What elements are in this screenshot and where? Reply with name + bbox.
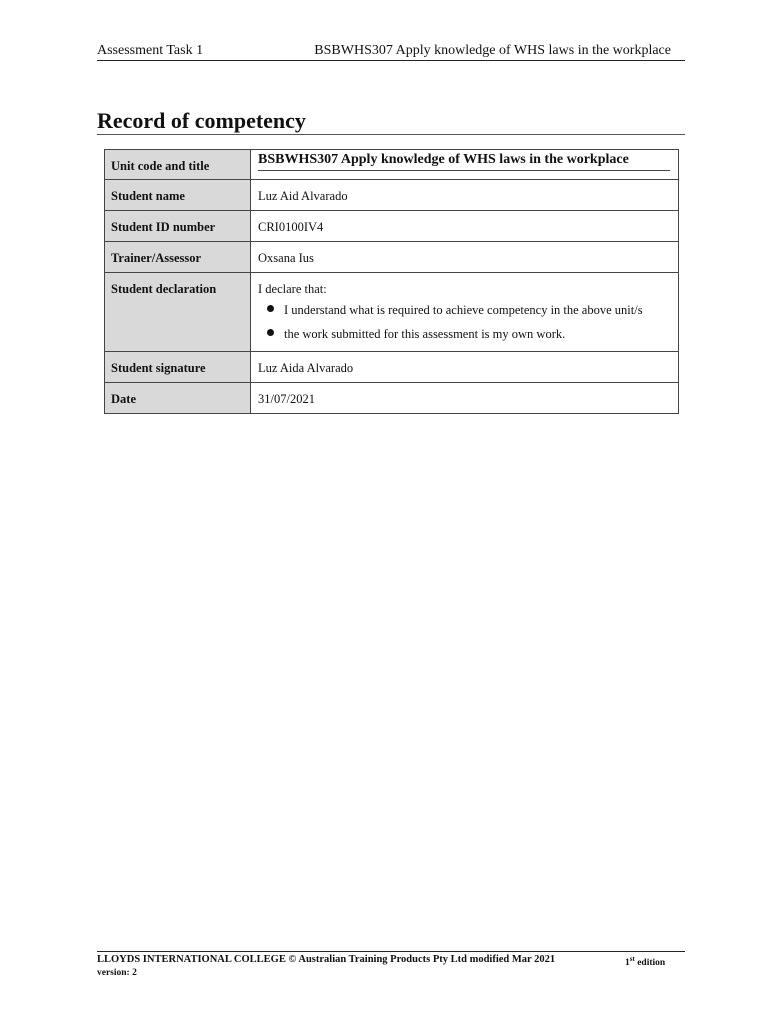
signature-value: Luz Aida Alvarado bbox=[251, 352, 679, 383]
name-label: Student name bbox=[105, 180, 251, 211]
header-unit: BSBWHS307 Apply knowledge of WHS laws in the workplace bbox=[314, 43, 671, 58]
page-footer bbox=[97, 951, 685, 978]
footer-edition: 1st edition bbox=[625, 955, 666, 969]
trainer-label: Trainer/Assessor bbox=[105, 242, 251, 273]
declaration-intro: I declare that: bbox=[258, 282, 327, 296]
list-item: I understand what is required to achieve competency in the above unit/s bbox=[258, 303, 670, 318]
row-trainer bbox=[105, 242, 679, 273]
bullet-icon bbox=[267, 305, 274, 312]
name-value: Luz Aid Alvarado bbox=[251, 180, 679, 211]
id-label: Student ID number bbox=[105, 211, 251, 242]
row-name bbox=[105, 180, 679, 211]
declaration-list bbox=[258, 303, 670, 342]
unit-label: Unit code and title bbox=[105, 150, 251, 180]
footer-version: version: 2 bbox=[97, 968, 137, 978]
row-date bbox=[105, 383, 679, 414]
footer-text: LLOYDS INTERNATIONAL COLLEGE © Australian Training Products Pty Ltd modified Mar 2021 bbox=[97, 954, 556, 965]
date-label: Date bbox=[105, 383, 251, 414]
id-value: CRI0100IV4 bbox=[251, 211, 679, 242]
date-value: 31/07/2021 bbox=[251, 383, 679, 414]
header-task: Assessment Task 1 bbox=[97, 43, 204, 58]
trainer-value: Oxsana Ius bbox=[251, 242, 679, 273]
bullet-icon bbox=[267, 329, 274, 336]
row-declaration bbox=[105, 273, 679, 352]
page-header bbox=[97, 42, 685, 61]
record-table bbox=[104, 149, 679, 414]
list-item: the work submitted for this assessment is my own work. bbox=[258, 327, 670, 342]
declaration-label: Student declaration bbox=[105, 273, 251, 352]
row-id bbox=[105, 211, 679, 242]
unit-value: BSBWHS307 Apply knowledge of WHS laws in the workplace bbox=[258, 152, 670, 171]
row-signature bbox=[105, 352, 679, 383]
page-title: Record of competency bbox=[97, 108, 685, 135]
signature-label: Student signature bbox=[105, 352, 251, 383]
row-unit bbox=[105, 150, 679, 180]
